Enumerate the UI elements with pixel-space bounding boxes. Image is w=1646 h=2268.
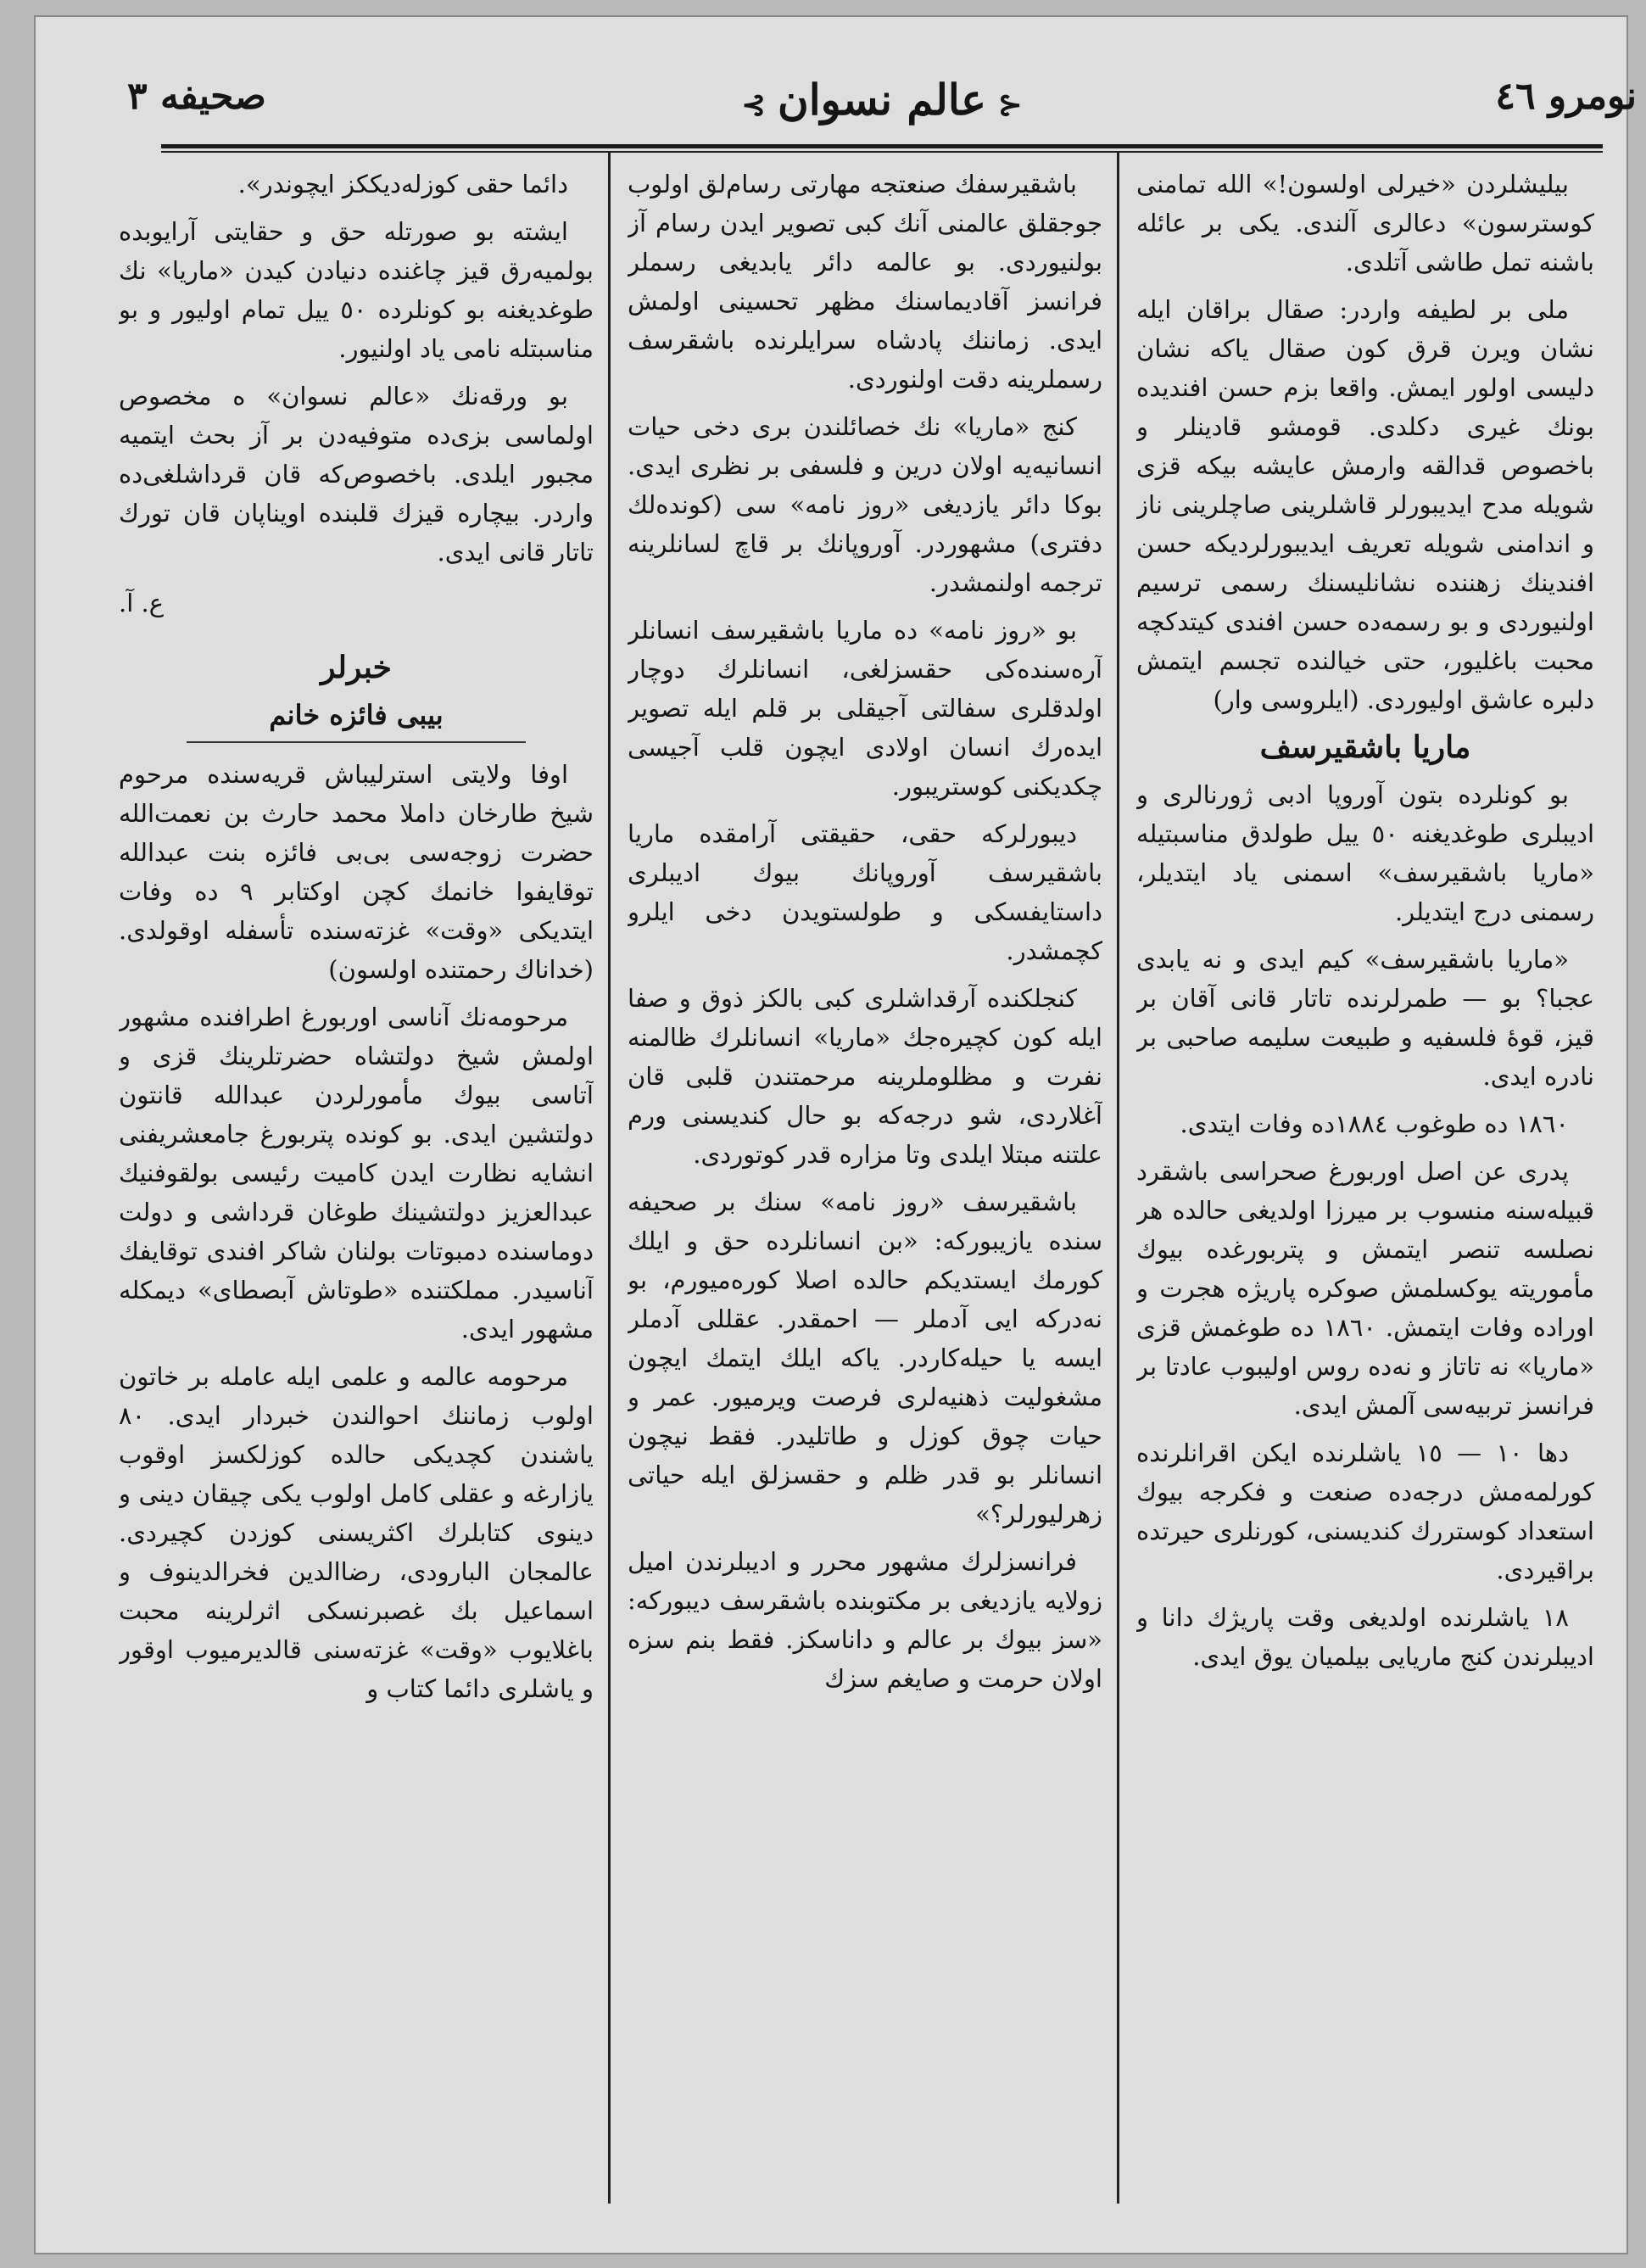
paragraph: کنج «ماریا» نك خصائلندن بری دخی حیات انسانیه‌یه اولان درین و فلسفی بر نظری ایدی. بوکا دائر یازدیغی «روز نامه» سی (کونده‌لك دفتری) مشهوردر. آوروپانك بر قاچ لسانلرینه ترجمه اولنمشدر.	[628, 412, 1102, 597]
header-rule	[161, 144, 1603, 148]
newspaper-page	[34, 15, 1637, 2254]
column-middle	[628, 165, 1102, 2229]
paragraph: مرحومه عالمه و علمی ایله عامله بر خاتون اولوب زماننك احوالندن خبردار ایدی. ٨٠ یاشندن کچدیکی حالده کوزلکسز اوقوب یازارغه و عقلی کامل اولوب یکی چیقان دینی و دینوی کتابلرك اکثریسنی کوزدن کچیردی. عالمجان البارودی، رضاالدین فخرالدینوف و اسماعیل بك غصبرنسکی اثرلرینه محبت باغلایوب «وقت» غزته‌سنی قالدیرمیوب اوقور و یاشلری دائما کتاب و	[119, 1362, 594, 1703]
paragraph: دیبورلرکه حقی، حقیقتی آرامقده ماریا باشقیرسف آوروپانك بیوك ادیبلری داستایفسکی و طولستویدن دخی ایلرو کچمشدر.	[628, 819, 1102, 965]
paragraph: ایشته بو صورتله حق و حقایتی آرایوبده بولمیه‌رق قیز چاغنده دنیادن کیدن «ماریا» نك طوغدیغنه بو کونلرده ٥٠ ییل تمام اولیور و بو مناسبتله نامی یاد اولنیور.	[119, 217, 594, 363]
column-left	[119, 165, 594, 2229]
paragraph: بو ورقه‌نك «عالم نسوان» ه مخصوص اولماسی بزی‌ده متوفیه‌دن بر آز بحث ایتمیه مجبور ایلدی. باخصوص‌که قان قرداشلغی‌ده واردر. بیچاره قیزك قلبنده اویناپان قان تورك تاتار قانی ایدی.	[119, 382, 594, 567]
paragraph: ١٨ یاشلرنده اولدیغی وقت پاریژك دانا و ادیبلرندن کنج ماریایی بیلمیان یوق ایدی.	[1136, 1603, 1594, 1671]
header-rule-thin	[161, 151, 1603, 153]
ornament-right-icon: ⊰	[997, 88, 1023, 122]
paragraph: باشقیرسفك صنعتجه مهارتی رسام‌لق اولوب جوجقلق عالمنی آنك کبی تصویر ایدن رسام آز بولنیوردی. بو عالمه دائر یابدیغی رسملر فرانسز آقادیماسنك مظهر تحسینی اولمش ایدی. زماننك پادشاه سرایلرنده باشقرسف رسملرینه دقت اولنوردی.	[628, 170, 1102, 394]
article-heading: ماریا باشقیرسف	[1259, 729, 1471, 765]
masthead	[127, 66, 1637, 151]
news-section-heading: خبرلر	[321, 650, 392, 685]
paragraph: دائما حقی کوزله‌دیککز ایچوندر».	[237, 170, 568, 198]
column-divider	[1117, 151, 1119, 2204]
paragraph: فرانسزلرك مشهور محرر و ادیبلرندن امیل زولایه یازدیغی بر مکتوبنده باشقرسف دیبورکه: «سز بیوك بر عالم و داناسکز. فقط بنم سزه اولان حرمت و صایغم سزك	[628, 1547, 1102, 1693]
divider	[187, 741, 526, 743]
paragraph: دها ١٠ — ١٥ یاشلرنده ایکن اقرانلرنده کورلمه‌مش درجه‌ده صنعت و فکرجه بیوك استعداد کوستررك کندیسنی، کورنلری حیرتده براقیردی.	[1136, 1438, 1594, 1584]
ornament-left-icon: ⊱	[741, 88, 767, 122]
column-divider	[608, 151, 611, 2204]
paragraph: ١٨٦٠ ده طوغوب ١٨٨٤ده وفات ایتدی.	[1180, 1109, 1569, 1138]
title-text: عالم نسوان	[778, 75, 986, 125]
paragraph: مرحومه‌نك آناسی اوربورغ اطرافنده مشهور اولمش شیخ دولتشاه حضرتلرینك قزی و آتاسی بیوك مأمورلردن عبدالله قانتون دولتشین ایدی. بو کونده پتربورغ جامعشریفنی انشایه نظارت ایدن کامیت رئیسی بولقوفنیك عبدالعزیز دولتشینك طوغان قرداشی و دولت دوماسنده دمبوتات بولنان شاکر افندی توقایفك آناسیدر. مملکتنده «طوتاش آبصطای» دیمکله مشهور ایدی.	[119, 1003, 594, 1343]
page-number: صحيفه ٣	[127, 75, 266, 118]
paragraph: باشقیرسف «روز نامه» سنك بر صحیفه سنده یازیبورکه: «بن انسانلرده حق و ایلك کورمك ایستدیکم حالده اصلا کوره‌میورم، بو نه‌درکه ایی آدملر — احمقدر. عقللی آدملر ایسه یا حیله‌کاردر. یاکه ایلك ایتمك ایچون مشغولیت ذهنیه‌لری فرصت ویرمیور. عمر و حیات چوق کوزل و طاتلیدر. فقط نیچون انسانلر بو قدر ظلم و حقسزلق ایله حیاتی زهرلیورلر؟»	[628, 1187, 1102, 1528]
newspaper-title	[730, 75, 1035, 125]
paragraph: بو «روز نامه» ده ماریا باشقیرسف انسانلر آره‌سنده‌کی حقسزلغی، انسانلرك دوچار اولدقلری سفالتی آجیقلی بر قلم ایله تصویر ایده‌رك انسان اولادی ایچون قلب آجیسی چکدیکنی کوستریبور.	[628, 616, 1102, 801]
news-item-heading: بیبی فائزه خانم	[269, 699, 444, 731]
paragraph: ملی بر لطیفه واردر: صقال براقان ایله نشان ویرن قرق کون صقال یاکه نشان دلیسی اولور ایمش. واقعا بزم حسن افندیده بونك غیری دکلدی. قومشو قادینلر و باخصوص قدالقه وارمش عایشه بیکه قزی شویله مدح ایدیبورلر قاشلرینی صاچلرینی ناز و اندامنی شویله تعریف ایدیبورلردیکه حسن افندینك زهننده نشانلیسنك رسمی ترسیم اولنیوردی و بو رسمه‌ده حسن افندی کیتدکچه محبت باغلیور، حتی خیالنده تجسم ایتمش دلبره عاشق اولیوردی. (ایلروسی وار)	[1136, 295, 1594, 714]
paragraph: «ماریا باشقیرسف» کیم ایدی و نه یابدی عجبا؟ بو — طمرلرنده تاتار قانی آقان بر قیز، قوهٔ فلسفیه و طبیعت سلیمه صاحبی بر نادره ایدی.	[1136, 945, 1594, 1091]
paragraph: کنجلکنده آرقداشلری کبی بالکز ذوق و صفا ایله کون کچیره‌جك «ماریا» انسانلرك ظالمنه نفرت و مظلوملرینه مرحمتندن قلبی قان آغلاردی، شو درجه‌که بو حال کندیسنی ورم علتنه مبتلا ایلدی وتا مزاره قدر کوتوردی.	[628, 984, 1102, 1169]
author-signature: ع. آ.	[119, 589, 165, 617]
paragraph: بیلیشلردن «خیرلی اولسون!» الله تمامنی کوسترسون» دعالری آلندی. یکی بر عائله باشنه تمل طاشی آتلدی.	[1136, 170, 1594, 277]
column-right	[1136, 165, 1594, 2229]
issue-number: نومرو ٤٦	[1495, 75, 1637, 118]
paragraph: بو کونلرده بتون آوروپا ادبی ژورنالری و ادیبلری طوغدیغنه ٥٠ ییل طولدق مناسبتیله «ماریا باشقیرسف» اسمنی یاد ایتدیلر، رسمنی درج ایتدیلر.	[1136, 780, 1594, 926]
paragraph: اوفا ولایتی استرلیباش قریه‌سنده مرحوم شیخ طارخان داملا محمد حارث بن نعمت‌الله حضرت زوجه‌سی بی‌بی فائزه بنت عبدالله توقایفوا خانمك کچن اوکتابر ٩ ده وفات ایتدیکی «وقت» غزته‌سنده تأسفله اوقولدی. (خداناك رحمتنده اولسون)	[119, 760, 594, 984]
paragraph: پدری عن اصل اوربورغ صحراسی باشقرد قبیله‌سنه منسوب بر میرزا اولدیغی حالده هر نصلسه تنصر ایتمش و پتربورغده بیوك مأموریته یوکسلمش صوکره پاریژه هجرت و اوراده وفات ایتمش. ١٨٦٠ ده طوغمش قزی «ماریا» نه تاتاز و نه‌ده روس اولیبوب عادتا بر فرانسز تربیه‌سی آلمش ایدی.	[1136, 1157, 1594, 1420]
